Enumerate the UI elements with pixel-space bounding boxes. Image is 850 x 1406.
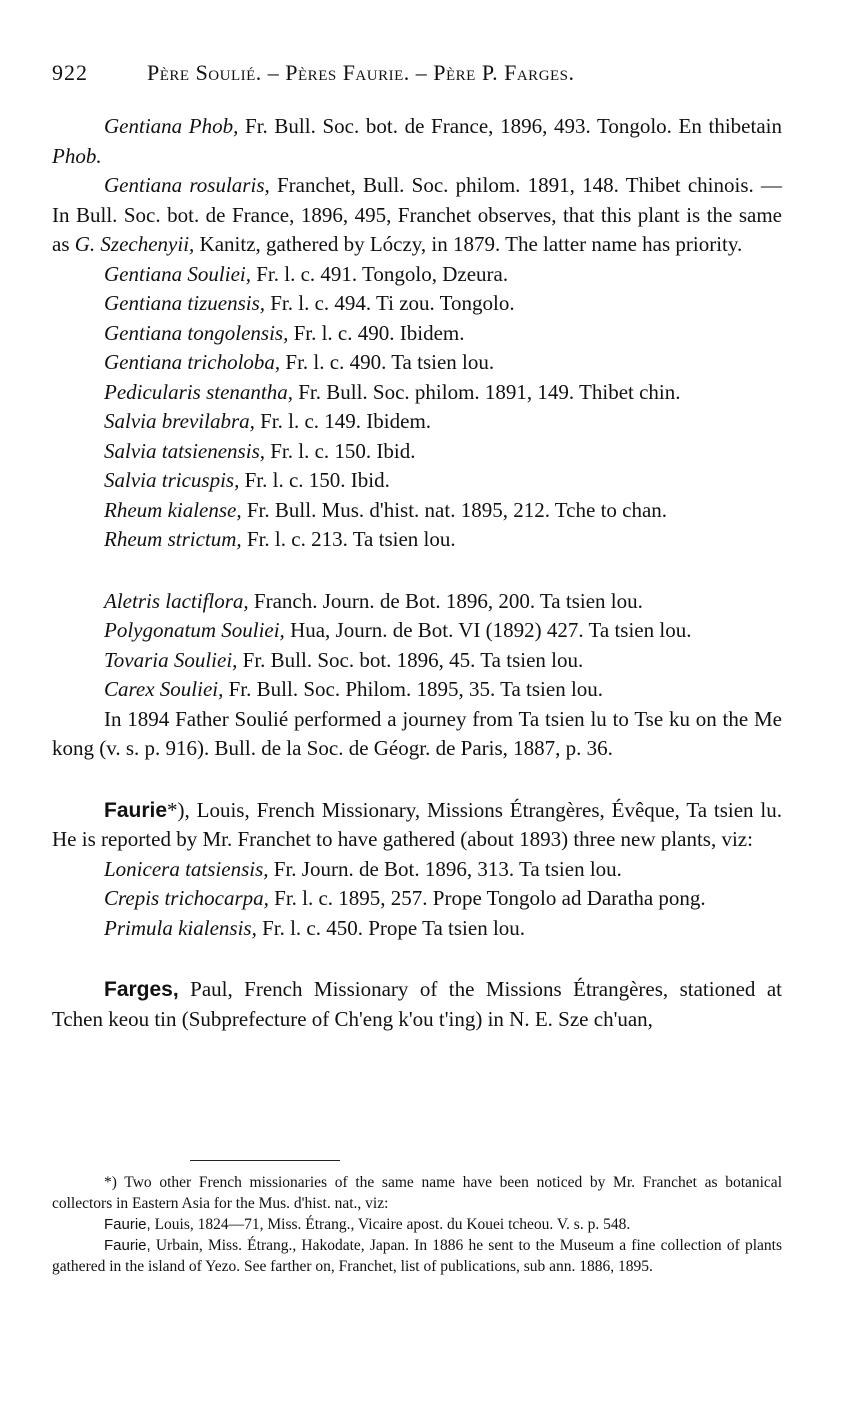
plant-entry	[52, 407, 782, 437]
entry-citation: Fr. l. c. 149. Ibidem.	[254, 409, 432, 433]
entry-citation: Kanitz, gathered by Lóczy, in 1879. The latter name has priority.	[194, 232, 743, 256]
species-name: Gentiana tizuensis,	[104, 291, 265, 315]
footnote-mark: *)	[167, 797, 185, 822]
section-gap	[52, 555, 782, 587]
plant-entry	[52, 616, 782, 646]
plant-entry	[52, 675, 782, 705]
faurie-entry	[52, 796, 782, 855]
plant-entry	[52, 319, 782, 349]
species-name: Gentiana tricholoba,	[104, 350, 281, 374]
entry-citation: Fr. l. c. 491. Tongolo, Dzeura.	[250, 261, 509, 286]
plant-entry	[52, 378, 782, 408]
species-name: Tovaria Souliei,	[104, 647, 238, 672]
entry-citation: Fr. Bull. Soc. bot. 1896, 45. Ta tsien lou.	[237, 647, 584, 672]
entry-citation: Hua, Journ. de Bot. VI (1892) 427. Ta tsien lou.	[284, 618, 692, 642]
entry-citation: Fr. l. c. 490. Ibidem.	[288, 320, 465, 345]
species-name: Pedicularis stenantha,	[104, 379, 293, 404]
entry-citation: Fr. Bull. Soc. bot. de France, 1896, 493. Tongolo. En thibetain	[238, 114, 782, 138]
plant-entry	[52, 884, 782, 914]
collector-name: Faurie	[104, 798, 168, 822]
plant-entry	[52, 171, 782, 260]
plant-entry	[52, 525, 782, 555]
plant-entry	[52, 260, 782, 290]
plant-entry	[52, 289, 782, 319]
plant-entry	[52, 855, 782, 885]
footnote-intro: *) Two other French missionaries of the same name have been noticed by Mr. Franchet as botanical collectors in Eastern Asia for the Mus. d'hist. nat., viz:	[52, 1174, 782, 1212]
main-text	[52, 112, 782, 1034]
plant-entry	[52, 466, 782, 496]
entry-citation: Fr. Journ. de Bot. 1896, 313. Ta tsien lou.	[268, 856, 622, 881]
entry-citation: Fr. Bull. Mus. d'hist. nat. 1895, 212. Tche to chan.	[241, 497, 668, 522]
footnotes	[52, 1172, 782, 1277]
entry-citation: Fr. l. c. 150. Ibid.	[265, 438, 416, 463]
species-name: Rheum strictum,	[104, 527, 242, 551]
running-title: Père Soulié. – Pères Faurie. – Père P. Farges.	[147, 60, 575, 85]
entry-text: Paul, French Missionary of the Missions Étrangères, stationed at Tchen keou tin (Subprefecture of Ch'eng k'ou t'ing) in N. E. Sze ch'uan,	[52, 977, 782, 1031]
entry-citation: Franchet, Bull. Soc. philom. 1891, 148. Thibet chinois. — In Bull. Soc. bot. de France, 1896, 495, Franchet observes, that this plant is the same as	[52, 173, 783, 256]
plant-entry	[52, 348, 782, 378]
entry-citation: Fr. l. c. 450. Prope Ta tsien lou.	[256, 915, 526, 940]
species-name: Rheum kialense,	[104, 497, 242, 522]
species-name: Gentiana Souliei,	[104, 261, 251, 286]
page-number: 922	[52, 60, 88, 85]
species-name: G. Szechenyii,	[74, 232, 195, 256]
section-gap	[52, 764, 782, 796]
plant-entry	[52, 587, 782, 617]
species-name: Aletris lactiflora,	[104, 588, 249, 613]
species-name: Carex Souliei,	[104, 677, 224, 701]
species-name: Lonicera tatsiensis,	[104, 856, 269, 881]
species-name: Salvia tatsienensis,	[104, 438, 265, 463]
plant-entry	[52, 646, 782, 676]
footnote-item	[52, 1214, 782, 1235]
species-name: Crepis trichocarpa,	[104, 886, 269, 910]
entry-citation: Fr. Bull. Soc. philom. 1891, 149. Thibet chin.	[292, 379, 681, 404]
entry-citation: Franch. Journ. de Bot. 1896, 200. Ta tsien lou.	[248, 588, 643, 613]
footnote-name: Faurie,	[104, 1216, 151, 1233]
footnote-text: Urbain, Miss. Étrang., Hakodate, Japan. In 1886 he sent to the Museum a fine collection of plants gathered in the island of Yezo. See farther on, Franchet, list of publications, sub ann. 1886, 1895.	[52, 1237, 782, 1275]
journey-paragraph: In 1894 Father Soulié performed a journey from Ta tsien lu to Tse ku on the Me kong (v. s. p. 916). Bull. de la Soc. de Géogr. de Paris, 1887, p. 36.	[52, 706, 782, 760]
species-name: Primula kialensis,	[104, 915, 257, 940]
species-name: Polygonatum Souliei,	[104, 618, 285, 642]
entry-citation: Fr. l. c. 1895, 257. Prope Tongolo ad Daratha pong.	[268, 886, 706, 910]
entry-text: , Louis, French Missionary, Missions Étrangères, Évêque, Ta tsien lu. He is reported by Mr. Franchet to have gathered (about 1893) three new plants, viz:	[52, 797, 782, 851]
plant-entry	[52, 914, 782, 944]
collector-name: Farges,	[104, 978, 179, 1001]
species-name: Phob.	[52, 143, 102, 168]
footnote-rule	[190, 1160, 340, 1161]
entry-citation: Fr. l. c. 213. Ta tsien lou.	[241, 527, 456, 551]
farges-entry	[52, 975, 782, 1034]
entry-citation: Fr. l. c. 150. Ibid.	[239, 468, 390, 492]
footnote-item	[52, 1235, 782, 1277]
footnote-text: Louis, 1824—71, Miss. Étrang., Vicaire apost. du Kouei tcheou. V. s. p. 548.	[150, 1216, 631, 1233]
entry-citation: Fr. l. c. 490. Ta tsien lou.	[280, 350, 495, 374]
species-name: Salvia tricuspis,	[104, 468, 240, 492]
section-gap	[52, 943, 782, 975]
species-name: Gentiana tongolensis,	[104, 320, 289, 345]
species-name: Gentiana Phob,	[104, 114, 239, 138]
page-header	[52, 60, 798, 96]
entry-citation: Fr. l. c. 494. Ti zou. Tongolo.	[265, 291, 515, 315]
plant-entry	[52, 496, 782, 526]
footnote-name: Faurie,	[104, 1237, 151, 1254]
plant-entry	[52, 112, 782, 171]
plant-entry	[52, 437, 782, 467]
species-name: Gentiana rosularis,	[104, 173, 270, 197]
entry-citation: Fr. Bull. Soc. Philom. 1895, 35. Ta tsien lou.	[223, 677, 604, 701]
species-name: Salvia brevilabra,	[104, 409, 255, 433]
